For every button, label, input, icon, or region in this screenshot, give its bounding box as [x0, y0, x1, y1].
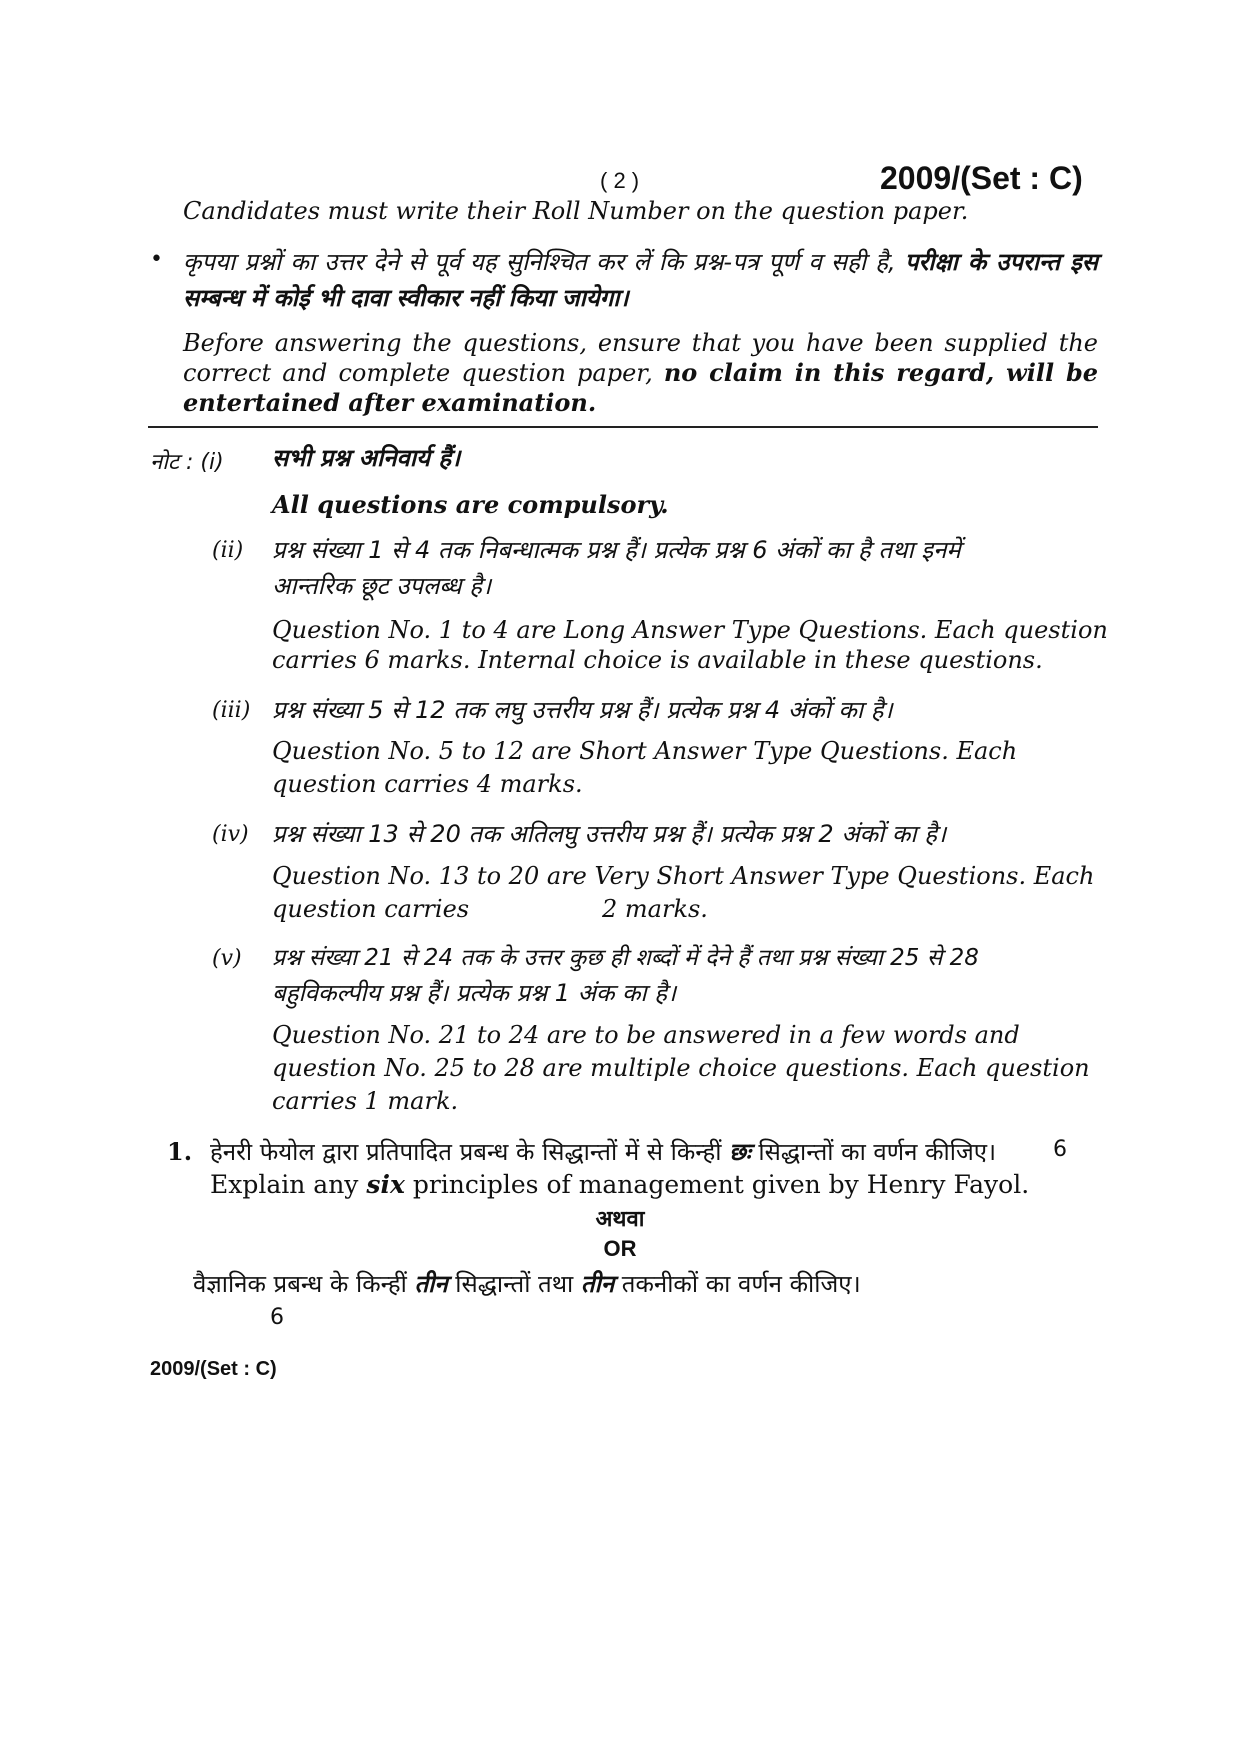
note-i-english: All questions are compulsory.	[272, 490, 669, 519]
question-1-alt-marks: 6	[270, 1305, 284, 1330]
divider	[148, 426, 1098, 428]
question-1-hindi-a: हेनरी फेयोल द्वारा प्रतिपादित प्रबन्ध के सिद्धान्तों में से किन्हीं	[210, 1138, 722, 1166]
question-1-hindi	[210, 1135, 996, 1168]
note-ii-hindi-2: आन्तरिक छूट उपलब्ध है।	[272, 572, 492, 600]
question-1-english-b: six	[366, 1170, 405, 1199]
note-v-label: (v)	[212, 946, 242, 971]
question-1-alt-hindi-e: तकनीकों का वर्णन कीजिए।	[621, 1270, 861, 1298]
question-1-alt-hindi-a: वैज्ञानिक प्रबन्ध के किन्हीं	[193, 1270, 407, 1298]
note-iv-english-2a: question carries	[272, 895, 470, 923]
roll-number-note: Candidates must write their Roll Number on the question paper.	[183, 197, 969, 225]
note-iv-label: (iv)	[212, 822, 249, 847]
english-warning-bold: no claim in this regard, will be entertained after examination.	[183, 358, 1098, 417]
note-iv-english-1: Question No. 13 to 20 are Very Short Answer Type Questions. Each	[272, 862, 1095, 890]
note-v-english-3: carries 1 mark.	[272, 1087, 459, 1115]
question-1-marks: 6	[1053, 1137, 1067, 1162]
note-v-english-2: question No. 25 to 28 are multiple choice questions. Each question	[272, 1054, 1090, 1082]
note-label: नोट : (i)	[150, 450, 224, 475]
english-warning-plain: Before answering the questions, ensure that you have been supplied the correct and complete question paper,	[183, 329, 1098, 387]
question-1-alt-hindi-c: सिद्धान्तों तथा	[455, 1270, 574, 1298]
note-iii-english-2: question carries 4 marks.	[272, 770, 583, 798]
set-code-footer: 2009/(Set : C)	[150, 1358, 277, 1380]
question-1-english	[210, 1170, 1029, 1199]
note-i-hindi: सभी प्रश्न अनिवार्य हैं।	[272, 444, 461, 472]
note-ii-hindi-1: प्रश्न संख्या 1 से 4 तक निबन्धात्मक प्रश्न हैं। प्रत्येक प्रश्न 6 अंकों का है तथा इनमें	[272, 536, 961, 564]
set-code-header: 2009/(Set : C)	[880, 160, 1083, 196]
note-ii-english-1: Question No. 1 to 4 are Long Answer Type Questions. Each question	[272, 616, 1108, 644]
question-1-hindi-c: सिद्धान्तों का वर्णन कीजिए।	[758, 1138, 997, 1166]
bullet-icon: •	[150, 247, 163, 272]
note-ii-label: (ii)	[212, 538, 244, 563]
note-iv-hindi-1: प्रश्न संख्या 13 से 20 तक अतिलघु उत्तरीय प्रश्न हैं। प्रत्येक प्रश्न 2 अंकों का है।	[272, 820, 947, 848]
question-1-hindi-b: छः	[729, 1138, 751, 1166]
english-warning	[183, 328, 1098, 418]
note-v-hindi-1: प्रश्न संख्या 21 से 24 तक के उत्तर कुछ ही शब्दों में देने हैं तथा प्रश्न संख्या 25 से 28	[272, 945, 979, 971]
note-iv-english-2b: 2 marks.	[602, 895, 708, 923]
note-v-hindi-2: बहुविकल्पीय प्रश्न हैं। प्रत्येक प्रश्न 1 अंक का है।	[272, 979, 677, 1007]
question-1-english-c: principles of management given by Henry Fayol.	[412, 1170, 1030, 1199]
or-english: OR	[603, 1236, 637, 1261]
or-hindi: अथवा	[595, 1207, 645, 1232]
question-1-alt-hindi-d: तीन	[580, 1270, 615, 1298]
question-1-number: 1.	[167, 1137, 193, 1166]
page-number: ( 2 )	[600, 168, 640, 193]
question-1-alt-hindi	[193, 1267, 861, 1300]
note-v-english-1: Question No. 21 to 24 are to be answered in a few words and	[272, 1021, 1020, 1049]
question-1-alt-hindi-b: तीन	[414, 1270, 448, 1298]
question-1-english-a: Explain any	[210, 1170, 359, 1199]
hindi-warning-plain: कृपया प्रश्नों का उत्तर देने से पूर्व यह सुनिश्चित कर लें कि प्रश्न-पत्र पूर्ण व सही है,	[183, 248, 896, 276]
note-ii-english-2: carries 6 marks. Internal choice is available in these questions.	[272, 646, 1043, 674]
hindi-warning	[183, 244, 1098, 316]
note-iii-label: (iii)	[212, 698, 251, 723]
hindi-warning-bold: परीक्षा के उपरान्त इस सम्बन्ध में कोई भी दावा स्वीकार नहीं किया जायेगा।	[183, 248, 1098, 312]
note-iii-hindi-1: प्रश्न संख्या 5 से 12 तक लघु उत्तरीय प्रश्न हैं। प्रत्येक प्रश्न 4 अंकों का है।	[272, 696, 893, 724]
note-iii-english-1: Question No. 5 to 12 are Short Answer Type Questions. Each	[272, 737, 1018, 765]
